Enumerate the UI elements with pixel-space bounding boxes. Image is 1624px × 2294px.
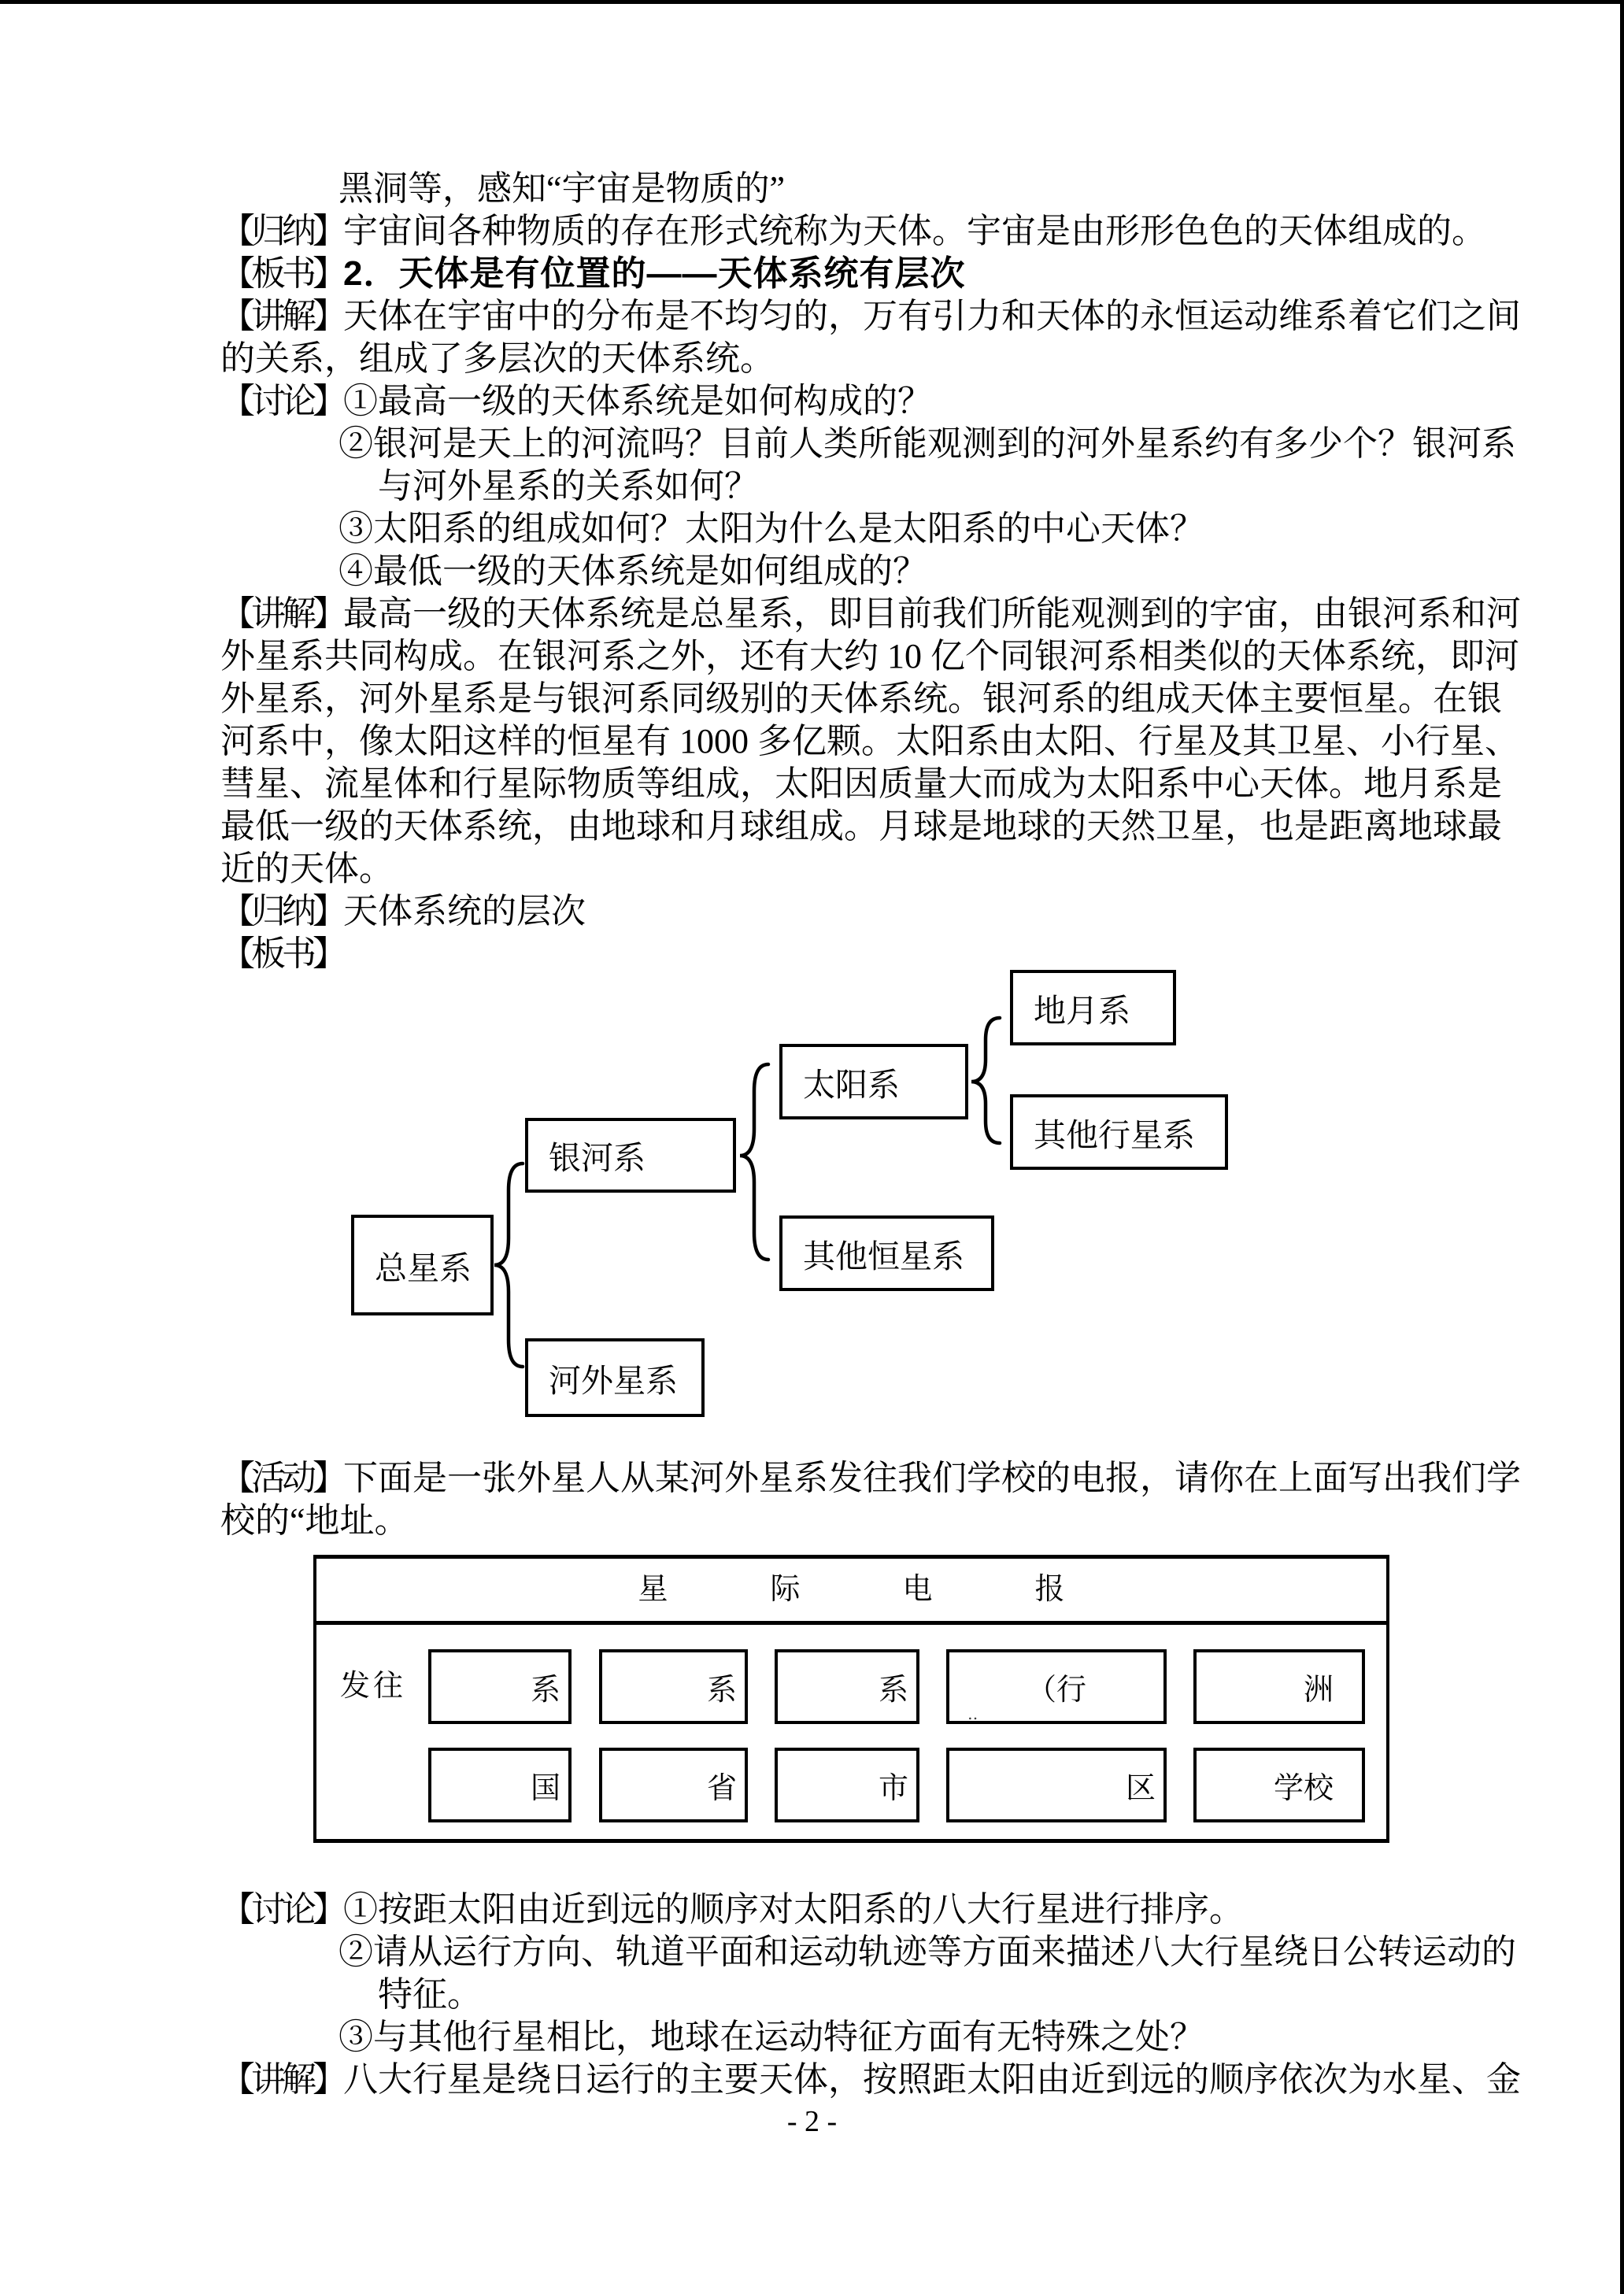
diagram-box-qitaxingxingxi	[1010, 1094, 1228, 1170]
brace-connector-taiyangxi	[971, 1018, 1000, 1143]
diagram-box-label: 银河系	[549, 1140, 646, 1176]
text-line	[220, 678, 1551, 720]
diagram-box-diyuexi	[1010, 970, 1176, 1045]
text-line	[220, 2059, 1551, 2101]
telegram-title: 星际电报	[638, 1573, 1167, 1606]
scan-edge-artifact-right	[1620, 0, 1624, 2294]
diagram-box-label: 河外星系	[549, 1362, 678, 1399]
text-line	[220, 2016, 1551, 2059]
diagram-box-qitahengxingxi	[779, 1215, 994, 1291]
diagram-box-hewaixingxi	[525, 1338, 705, 1417]
slot-suffix: 学校	[1273, 1772, 1334, 1805]
address-slot-country	[428, 1748, 572, 1822]
text-line	[220, 550, 1551, 593]
text-line	[220, 933, 1551, 975]
section-tag: 【讲解】	[220, 2060, 343, 2099]
line-text: ②请从运行方向、轨道平面和运动轨迹等方面来描述八大行星绕日公转运动的	[338, 1933, 1516, 1971]
section-tag: 【归纳】	[220, 892, 343, 931]
diagram-box-label: 其他行星系	[1034, 1116, 1195, 1153]
line-text: 与河外星系的关系如何？	[378, 467, 759, 505]
scan-edge-artifact-top	[0, 0, 1624, 4]
address-slot-school	[1193, 1748, 1365, 1822]
text-line	[220, 1500, 1551, 1542]
slot-suffix: 国	[530, 1772, 560, 1805]
slot-suffix: （行	[1026, 1674, 1086, 1707]
text-line	[220, 295, 1551, 338]
section-tag: 【归纳】	[220, 212, 343, 250]
line-text: 下面是一张外星人从某河外星系发往我们学校的电报，请你在上面写出我们学	[343, 1459, 1521, 1497]
text-line	[220, 593, 1551, 635]
line-text: 最高一级的天体系统是总星系，即目前我们所能观测到的宇宙，由银河系和河	[343, 594, 1521, 633]
address-slot-galaxy-1	[428, 1649, 572, 1724]
address-slot-continent	[1193, 1649, 1365, 1724]
slot-suffix: 区	[1125, 1772, 1156, 1805]
text-line	[220, 338, 1551, 380]
diagram-box-label: 其他恒星系	[803, 1238, 964, 1275]
slot-suffix: 市	[878, 1772, 908, 1805]
section-tag: 【板书】	[220, 934, 343, 973]
text-line	[220, 848, 1551, 890]
text-line	[220, 805, 1551, 848]
text-line	[220, 1974, 1551, 2016]
text-line	[220, 168, 1551, 210]
line-text: 河系中，像太阳这样的恒星有 1000 多亿颗。太阳系由太阳、行星及其卫星、小行星、	[220, 722, 1519, 760]
line-text: 天体在宇宙中的分布是不均匀的，万有引力和天体的永恒运动维系着它们之间	[343, 297, 1521, 335]
text-line	[220, 423, 1551, 465]
line-text: 外星系共同构成。在银河系之外，还有大约 10 亿个同银河系相类似的天体系统，即河	[220, 637, 1519, 675]
address-slot-galaxy-3	[775, 1649, 919, 1724]
section-tag: 【讲解】	[220, 594, 343, 633]
address-slot-district	[946, 1748, 1167, 1822]
line-text: 宇宙间各种物质的存在形式统称为天体。宇宙是由形形色色的天体组成的。	[343, 212, 1486, 250]
brace-connector-zongxingxi	[494, 1164, 523, 1367]
diagram-box-taiyangxi	[779, 1044, 968, 1119]
text-line	[220, 635, 1551, 678]
section-tag: 【讨论】	[220, 382, 343, 420]
line-text: 彗星、流星体和行星际物质等组成，太阳因质量大而成为太阳系中心天体。地月系是	[220, 764, 1502, 803]
slot-suffix: 系	[878, 1674, 908, 1707]
text-line	[220, 720, 1551, 763]
page-number: - 2 -	[786, 2105, 838, 2138]
line-text: ②银河是天上的河流吗？目前人类所能观测到的河外星系约有多少个？银河系	[338, 424, 1516, 463]
slot-suffix: 洲	[1303, 1674, 1334, 1707]
line-text: ④最低一级的天体系统是如何组成的？	[338, 552, 927, 590]
address-slot-galaxy-2	[599, 1649, 748, 1724]
text-line	[220, 253, 1551, 295]
slot-ink-dots-artifact: ‥	[967, 1706, 990, 1723]
section-tag: 【板书】	[220, 254, 343, 293]
text-line	[220, 763, 1551, 805]
line-text: 的关系，组成了多层次的天体系统。	[220, 339, 775, 378]
line-text: ①按距太阳由近到远的顺序对太阳系的八大行星进行排序。	[343, 1890, 1244, 1929]
line-text: 八大行星是绕日运行的主要天体，按照距太阳由近到远的顺序依次为水星、金	[343, 2060, 1521, 2099]
text-line	[220, 890, 1551, 933]
address-slot-province	[599, 1748, 748, 1822]
paragraph-block-1	[220, 168, 1551, 975]
line-text: ③太阳系的组成如何？太阳为什么是太阳系的中心天体？	[338, 509, 1204, 548]
line-text: 黑洞等，感知“宇宙是物质的”	[338, 169, 786, 208]
slot-suffix: 省	[706, 1772, 737, 1805]
brace-connector-yinhexi	[740, 1064, 768, 1260]
diagram-box-label: 太阳系	[803, 1066, 900, 1103]
address-slot-city	[775, 1748, 919, 1822]
paragraph-block-2	[220, 1457, 1551, 1542]
text-line	[220, 508, 1551, 550]
line-text: 外星系，河外星系是与银河系同级别的天体系统。银河系的组成天体主要恒星。在银	[220, 679, 1502, 718]
line-text: 校的“地址。	[220, 1501, 409, 1540]
slot-suffix: 系	[530, 1674, 560, 1707]
slot-suffix: 系	[706, 1674, 737, 1707]
line-text: ③与其他行星相比，地球在运动特征方面有无特殊之处？	[338, 2018, 1204, 2056]
telegram-card	[313, 1555, 1389, 1843]
diagram-box-zongxingxi	[351, 1215, 494, 1315]
telegram-header-divider	[316, 1621, 1386, 1625]
text-line	[220, 210, 1551, 253]
send-to-label: 发往	[340, 1670, 407, 1703]
diagram-box-yinhexi	[525, 1118, 736, 1193]
text-line	[220, 1931, 1551, 1974]
line-text: ①最高一级的天体系统是如何构成的？	[343, 382, 932, 420]
board-heading: 2．天体是有位置的——天体系统有层次	[343, 254, 966, 293]
text-line	[220, 465, 1551, 508]
line-text: 近的天体。	[220, 849, 394, 888]
section-tag: 【讲解】	[220, 297, 343, 335]
diagram-box-label: 总星系	[375, 1249, 472, 1286]
text-line	[220, 1457, 1551, 1500]
text-line	[220, 1889, 1551, 1931]
line-text: 最低一级的天体系统，由地球和月球组成。月球是地球的天然卫星，也是距离地球最	[220, 807, 1502, 845]
paragraph-block-3	[220, 1889, 1551, 2101]
section-tag: 【讨论】	[220, 1890, 343, 1929]
line-text: 天体系统的层次	[343, 892, 586, 931]
diagram-box-label: 地月系	[1034, 992, 1130, 1029]
line-text: 特征。	[378, 1975, 482, 2014]
text-line	[220, 380, 1551, 423]
section-tag: 【活动】	[220, 1459, 343, 1497]
